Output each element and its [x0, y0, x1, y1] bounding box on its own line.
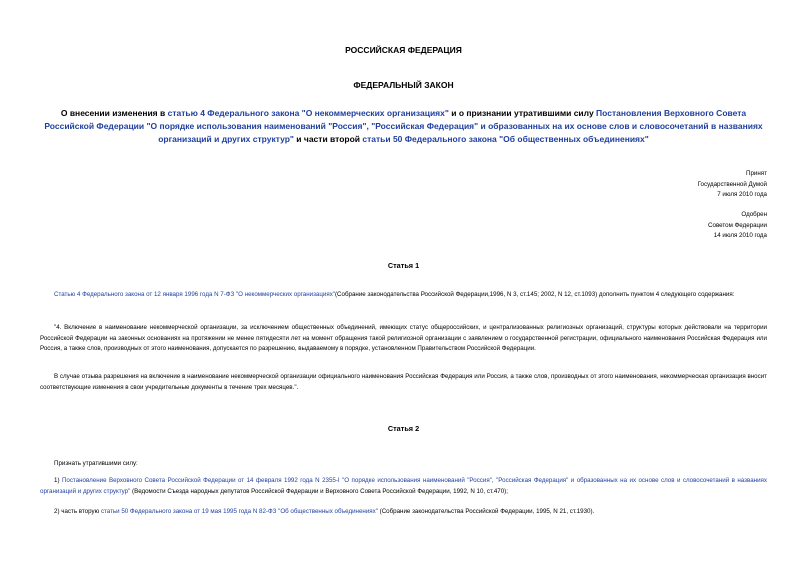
approval-line-2: Советом Федерации [708, 221, 767, 229]
title-link-article50[interactable]: статьи 50 Федерального закона "Об общественных объединениях" [362, 134, 649, 144]
title-link-article4[interactable]: статью 4 Федерального закона "О некоммерческих организациях" [167, 108, 449, 118]
approval-block [567, 210, 767, 242]
article-1-paragraph-3: В случае отзыва разрешения на включение в наименование некоммерческой организации официального наименования Российская Федерация или Россия, а также слов, производных от этого наименования, некоммерческая организация вносит соответствующие изменения в свои учредительные документы в течение трех месяцев.". [40, 373, 767, 391]
doc-type-heading: ФЕДЕРАЛЬНЫЙ ЗАКОН [353, 80, 454, 90]
article-2-item-1-link[interactable]: Постановление Верховного Совета Российской Федерации от 14 февраля 1992 года N 2355-I "О порядке использования наименований "Россия", "Российская Федерация" и образованных на их основе слов и словосочетаний в названиях организаций и других структур" [40, 477, 767, 495]
article-2-item-2-text: (Собрание законодательства Российской Федерации, 1995, N 21, ст.1930). [377, 508, 595, 515]
law-title [40, 107, 767, 146]
article-2-heading: Статья 2 [387, 424, 420, 433]
article-2-item-2 [40, 507, 767, 518]
article-2-item-1-text: (Ведомости Съезда народных депутатов Российской Федерации и Верховного Совета Российской Федерации, 1992, N 10, ст.470); [130, 487, 508, 495]
article-2-item-1-prefix: 1) [54, 477, 62, 484]
title-text-2: и о признании утратившими силу [448, 108, 597, 118]
article-1-paragraph-1-text: (Собрание законодательства Российской Федерации,1996, N 3, ст.145; 2002, N 12, ст.1093) дополнить пунктом 4 следующего содержания: [335, 291, 735, 298]
title-text-3: и части второй [293, 134, 363, 144]
title-link-resolution[interactable]: Постановления Верховного Совета Российской Федерации "О порядке использования наименований "Россия", "Российская Федерация" и образованных на их основе слов и словосочетаний в названиях организаций и других структур" [44, 108, 763, 144]
article-2-item-2-prefix: 2) часть вторую [54, 508, 101, 515]
article-2-intro: Признать утратившими силу: [54, 460, 138, 467]
adoption-line-1: Принят [746, 170, 767, 177]
country-heading: РОССИЙСКАЯ ФЕДЕРАЦИЯ [345, 45, 462, 55]
adoption-line-3: 7 июля 2010 года [717, 191, 767, 198]
approval-line-3: 14 июля 2010 года [713, 232, 767, 239]
adoption-block [567, 169, 767, 201]
article-1-paragraph-2: "4. Включение в наименование некоммерческой организации, за исключением общественных объединений, имеющих статус общероссийских, и централизованных религиозных организаций, структуры которых действовали на территории Российской Федерации на законных основаниях на протяжении не менее пятидесяти лет на момент обращения такой религиозной организации с заявлением о государственной регистрации, официального наименования Российская Федерация или Россия, а также слов, производных от этого наименования, допускается по разрешению, выдаваемому в порядке, установленном Правительством Российской Федерации. [40, 324, 767, 352]
article-1-paragraph-1 [40, 290, 767, 301]
article-2-item-2-link[interactable]: статьи 50 Федерального закона от 19 мая 1995 года N 82-ФЗ "Об общественных объединениях" [100, 508, 378, 515]
approval-line-1: Одобрен [741, 211, 767, 218]
article-1-link[interactable]: Статью 4 Федерального закона от 12 января 1996 года N 7-ФЗ "О некоммерческих организациях" [54, 291, 335, 298]
adoption-line-2: Государственной Думой [697, 180, 767, 188]
title-text-1: О внесении изменения в [60, 108, 168, 118]
article-1-heading: Статья 1 [387, 261, 420, 270]
article-2-item-1 [40, 476, 767, 497]
